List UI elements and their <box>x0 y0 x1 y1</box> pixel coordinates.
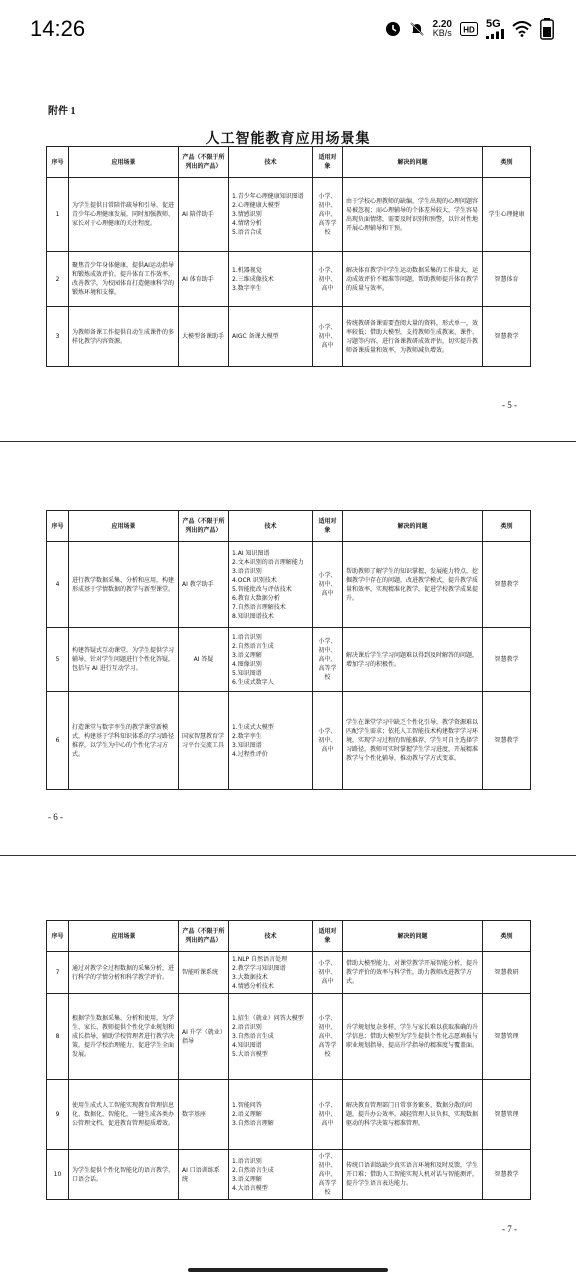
page-number: - 5 - <box>502 400 517 410</box>
tech-item: 3.语义理解 <box>232 651 262 659</box>
scenario-table-page-2 <box>46 510 531 790</box>
gesture-bar[interactable] <box>188 1268 388 1272</box>
header-tech: 技术 <box>229 511 313 542</box>
header-problem: 解决的问题 <box>343 921 483 952</box>
row-product: AI 陪伴助手 <box>179 178 229 252</box>
row-product: AI 升学（就业）指导 <box>179 994 229 1080</box>
row-scene: 构建答疑式互动课堂，为学生提供学习辅导，针对学生问题进行个性化答疑，包括与 AI 进行互动学习。 <box>69 628 179 692</box>
table-header-row <box>47 511 531 542</box>
network-gen: 5G <box>486 18 501 30</box>
tech-item: 4.图像识别 <box>232 660 262 668</box>
tech-item: 2.文本识别的语言理解能力 <box>232 558 304 566</box>
table-row <box>47 542 531 628</box>
row-no: 9 <box>47 1080 69 1150</box>
header-product: 产品（不限于所列出的产品） <box>179 511 229 542</box>
row-problem: 传统口语训练缺少真实语言环境和及时反馈，学生开口难；借助人工智能实现人机对话与智能测评，提升学生语言表达能力。 <box>343 1150 483 1200</box>
hd-icon <box>460 22 478 36</box>
row-scene: 根据学生数据采集、分析和使用，为学生、家长、教师提供个性化学业规划和成长指导，辅助学校管理者进行教学决策，提升学校治理能力，促进学生全面发展。 <box>69 994 179 1080</box>
net-speed-value: 2.20 <box>432 19 452 30</box>
header-problem: 解决的问题 <box>343 147 483 178</box>
row-product: AI 教学助手 <box>179 542 229 628</box>
tech-item: 1.NLP 自然语言处理 <box>232 955 288 963</box>
row-scene: 通过对教学全过程数据的采集分析，进行科学的学情分析和科学教学评价。 <box>69 952 179 994</box>
tech-item: 6.教育大数据分析 <box>232 594 280 602</box>
tech-item: 2.自然语言生成 <box>232 1166 274 1174</box>
row-product: AI 答疑 <box>179 628 229 692</box>
row-product: AI 口语训练系统 <box>179 1150 229 1200</box>
tech-item: AIGC 备课大模型 <box>232 333 279 340</box>
table-row <box>47 178 531 252</box>
tech-item: 4.过程性评价 <box>232 750 268 758</box>
tech-item: 2.教学学习知识图谱 <box>232 964 286 972</box>
row-no: 3 <box>47 307 69 367</box>
tech-item: 2.心理健康大模型 <box>232 202 280 209</box>
tech-item: 1.招生（就业）问答大模型 <box>232 1015 304 1022</box>
header-scene: 应用场景 <box>69 921 179 952</box>
tech-item: 3.自然语言理解 <box>232 1120 274 1127</box>
battery-icon <box>540 18 554 40</box>
table-header-row <box>47 147 531 178</box>
tech-item: 5.智能批改与评估技术 <box>232 585 292 593</box>
row-product: 国家智慧教育学习平台交流工具 <box>179 692 229 790</box>
tech-item: 5.语音合成 <box>232 229 262 236</box>
row-problem: 传统教研备课需要查阅大量的资料，形式单一，效率较低；借助大模型，支持教师生成教案、课件、习题等内容，进行备课教研成效评估，切实提升教师备课质量和效率，为教师减负增效。 <box>343 307 483 367</box>
row-no: 1 <box>47 178 69 252</box>
row-scene: 聚焦青少年身体健康，提供AI运动指导和锻炼成效评价，提升体育工作效率，改善教学，为校园体育打造健康科学的锻炼环境和支撑。 <box>69 252 179 307</box>
signal-icon <box>486 19 504 39</box>
scenario-table-page-3 <box>46 920 531 1200</box>
tech-item: 6.生成式数字人 <box>232 678 274 686</box>
tech-item: 1.生成式大模型 <box>232 723 274 731</box>
row-category: 智慧教学 <box>483 307 531 367</box>
mute-icon <box>409 21 425 37</box>
tech-item: 2.三维成像技术 <box>232 275 274 283</box>
header-no: 序号 <box>47 511 69 542</box>
row-tech <box>229 692 313 790</box>
tech-item: 8.知识图谱技术 <box>232 612 274 620</box>
row-tech <box>229 252 313 307</box>
page-divider <box>0 855 576 856</box>
row-no: 7 <box>47 952 69 994</box>
svg-text:HD: HD <box>463 25 475 35</box>
tech-item: 5.大语言模型 <box>232 1051 268 1058</box>
header-problem: 解决的问题 <box>343 511 483 542</box>
page-divider <box>0 441 576 442</box>
row-scene: 为教师备课工作提供自动生成课件的多样化教学内容资源。 <box>69 307 179 367</box>
appendix-label: 附件 1 <box>48 106 76 117</box>
tech-item: 7.自然语言理解技术 <box>232 603 286 611</box>
tech-item: 3.知识图谱 <box>232 741 262 749</box>
header-category: 类别 <box>483 921 531 952</box>
tech-item: 1.AI 知识图谱 <box>232 549 270 557</box>
row-tech <box>229 307 313 367</box>
row-no: 5 <box>47 628 69 692</box>
net-speed <box>433 20 452 38</box>
row-tech <box>229 1080 313 1150</box>
document-title: 人工智能教育应用场景集 <box>205 131 371 147</box>
row-category: 智慧管理 <box>483 1080 531 1150</box>
table-header-row <box>47 921 531 952</box>
row-scene: 使用生成式人工智能实现教育管理信息化、数据化、智能化，一键生成各类办公管理文档，促进教育管理提质增效。 <box>69 1080 179 1150</box>
row-target: 小学、初中、高中、高等学校 <box>313 1150 343 1200</box>
header-target: 适用对象 <box>313 921 343 952</box>
row-scene: 打造课堂与数字孪生的教学课堂新模式，构建基于学科知识体系的学习路径推荐，以学生为中心的个性化学习方式。 <box>69 692 179 790</box>
header-product: 产品（不限于所列出的产品） <box>179 147 229 178</box>
row-problem: 借助大模型能力，对课堂教学开展智能分析，提升教学评价的效率与科学性，助力教师改进教学方式。 <box>343 952 483 994</box>
tech-item: 3.语音识别 <box>232 567 262 575</box>
row-problem: 解决课后学生学习问题难以得到及时解答的问题，增加学习的积极性。 <box>343 628 483 692</box>
header-scene: 应用场景 <box>69 511 179 542</box>
row-no: 4 <box>47 542 69 628</box>
row-tech <box>229 952 313 994</box>
header-no: 序号 <box>47 147 69 178</box>
header-scene: 应用场景 <box>69 147 179 178</box>
row-target: 小学、初中、高中、高等学校 <box>313 628 343 692</box>
tech-item: 5.知识图谱 <box>232 669 262 677</box>
row-product: 智能听课系统 <box>179 952 229 994</box>
row-no: 10 <box>47 1150 69 1200</box>
row-problem: 由于学校心理教师的缺编，学生出现的心理问题容易被忽视；而心理辅导的个体差异较大，学生容易出现负面情绪，需要及时识别和预警，以针对性地开展心理辅导和干预。 <box>343 178 483 252</box>
tech-item: 4.大语言模型 <box>232 1184 268 1192</box>
tech-item: 1.智能问答 <box>232 1102 262 1109</box>
table-row <box>47 307 531 367</box>
alarm-icon <box>385 21 401 37</box>
row-product: AI 体育助手 <box>179 252 229 307</box>
row-target: 小学、初中、高中 <box>313 1080 343 1150</box>
row-category: 智慧教学 <box>483 692 531 790</box>
row-category: 学生心理健康 <box>483 178 531 252</box>
tech-item: 3.大数据技术 <box>232 973 268 981</box>
row-problem: 升学规划复杂多样，学生与家长难以获取准确的升学信息；借助大模型为学生提供个性化志愿填报与职业规划指导，提高升学指导的精准度与覆盖面。 <box>343 994 483 1080</box>
row-target: 小学、初中、高中 <box>313 542 343 628</box>
row-product: 数字基座 <box>179 1080 229 1150</box>
tech-item: 3.语义理解 <box>232 1175 262 1183</box>
tech-item: 4.情感分析技术 <box>232 982 274 990</box>
table-row <box>47 994 531 1080</box>
header-no: 序号 <box>47 921 69 952</box>
page-number: - 7 - <box>502 1224 517 1234</box>
page-number: - 6 - <box>48 812 63 822</box>
tech-item: 3.情感识别 <box>232 211 262 218</box>
row-problem: 学生在课堂学习中缺乏个性化引导，教学资源难以匹配学生需求；依托人工智能技术构建数字学习环境，实现学习过程的智能推荐，学生可自主选择学习路径，教师可实时掌握学生学习进度，开展精准教学与个性化辅导，推动教与学方式变革。 <box>343 692 483 790</box>
header-target: 适用对象 <box>313 511 343 542</box>
table-row <box>47 628 531 692</box>
row-category: 智慧管理 <box>483 994 531 1080</box>
row-problem: 帮助教师了解学生的知识掌握、发展能力特点，挖掘教学中存在的问题，改进教学模式，提升教学质量和效率，实现精准化教学，促进学校教学成果提升。 <box>343 542 483 628</box>
row-target: 小学、初中、高中 <box>313 252 343 307</box>
row-tech <box>229 994 313 1080</box>
row-scene: 进行教学数据采集、分析和应用，构建形成基于学情数据的教学与新型课堂。 <box>69 542 179 628</box>
row-no: 2 <box>47 252 69 307</box>
row-scene: 为学生提供日常陪伴疏导和引导，促进青少年心理健康发展，同时加强教师、家长对于心理健康的关注程度。 <box>69 178 179 252</box>
tech-item: 1.语音识别 <box>232 633 262 641</box>
tech-item: 2.自然语言生成 <box>232 642 274 650</box>
row-category: 智慧教学 <box>483 628 531 692</box>
row-target: 小学、初中、高中 <box>313 692 343 790</box>
header-category: 类别 <box>483 511 531 542</box>
tech-item: 4.OCR 识别技术 <box>232 576 277 584</box>
header-product: 产品（不限于所列出的产品） <box>179 921 229 952</box>
header-tech: 技术 <box>229 921 313 952</box>
tech-item: 3.自然语言生成 <box>232 1033 274 1040</box>
status-time: 14:26 <box>30 16 86 41</box>
tech-item: 1.青少年心理健康知识图谱 <box>232 193 304 200</box>
net-speed-unit: KB/s <box>432 28 452 38</box>
row-tech <box>229 542 313 628</box>
row-tech <box>229 628 313 692</box>
wifi-icon <box>512 21 532 37</box>
row-target: 小学、初中、高中、高等学校 <box>313 994 343 1080</box>
status-icons <box>385 18 554 40</box>
tech-item: 3.数字孪生 <box>232 284 262 292</box>
tech-item: 2.语义理解 <box>232 1111 262 1118</box>
row-category: 智慧教学 <box>483 542 531 628</box>
row-tech <box>229 1150 313 1200</box>
tech-item: 4.知识图谱 <box>232 1042 262 1049</box>
table-row <box>47 1080 531 1150</box>
tech-item: 2.语音识别 <box>232 1024 262 1031</box>
tech-item: 1.机器视觉 <box>232 266 262 274</box>
row-no: 8 <box>47 994 69 1080</box>
header-target: 适用对象 <box>313 147 343 178</box>
tech-item: 4.情绪分析 <box>232 220 262 227</box>
tech-item: 2.数字孪生 <box>232 732 262 740</box>
row-no: 6 <box>47 692 69 790</box>
row-problem: 解决教育管理部门日常事务繁多、数据分散的问题，提升办公效率，减轻管理人员负担，实现数据驱动的科学决策与精准管理。 <box>343 1080 483 1150</box>
row-product: 大模型备课助手 <box>179 307 229 367</box>
status-bar <box>0 0 576 64</box>
header-category: 类别 <box>483 147 531 178</box>
row-category: 智慧体育 <box>483 252 531 307</box>
scenario-table-page-1 <box>46 146 531 367</box>
table-row <box>47 952 531 994</box>
table-row <box>47 692 531 790</box>
row-tech <box>229 178 313 252</box>
row-category: 智慧教学 <box>483 1150 531 1200</box>
row-target: 小学、初中、高中 <box>313 307 343 367</box>
row-problem: 解决体育教学中学生运动数据采集的工作量大，运动成效评价不精准等问题，帮助教师提升体育教学的质量与效率。 <box>343 252 483 307</box>
row-target: 小学、初中、高中 <box>313 952 343 994</box>
tech-item: 1.语音识别 <box>232 1157 262 1165</box>
row-target: 小学、初中、高中、高等学校 <box>313 178 343 252</box>
row-category: 智慧教研 <box>483 952 531 994</box>
row-scene: 为学生提供个性化智能化的语言教学、口语会话。 <box>69 1150 179 1200</box>
table-row <box>47 1150 531 1200</box>
table-row <box>47 252 531 307</box>
header-tech: 技术 <box>229 147 313 178</box>
